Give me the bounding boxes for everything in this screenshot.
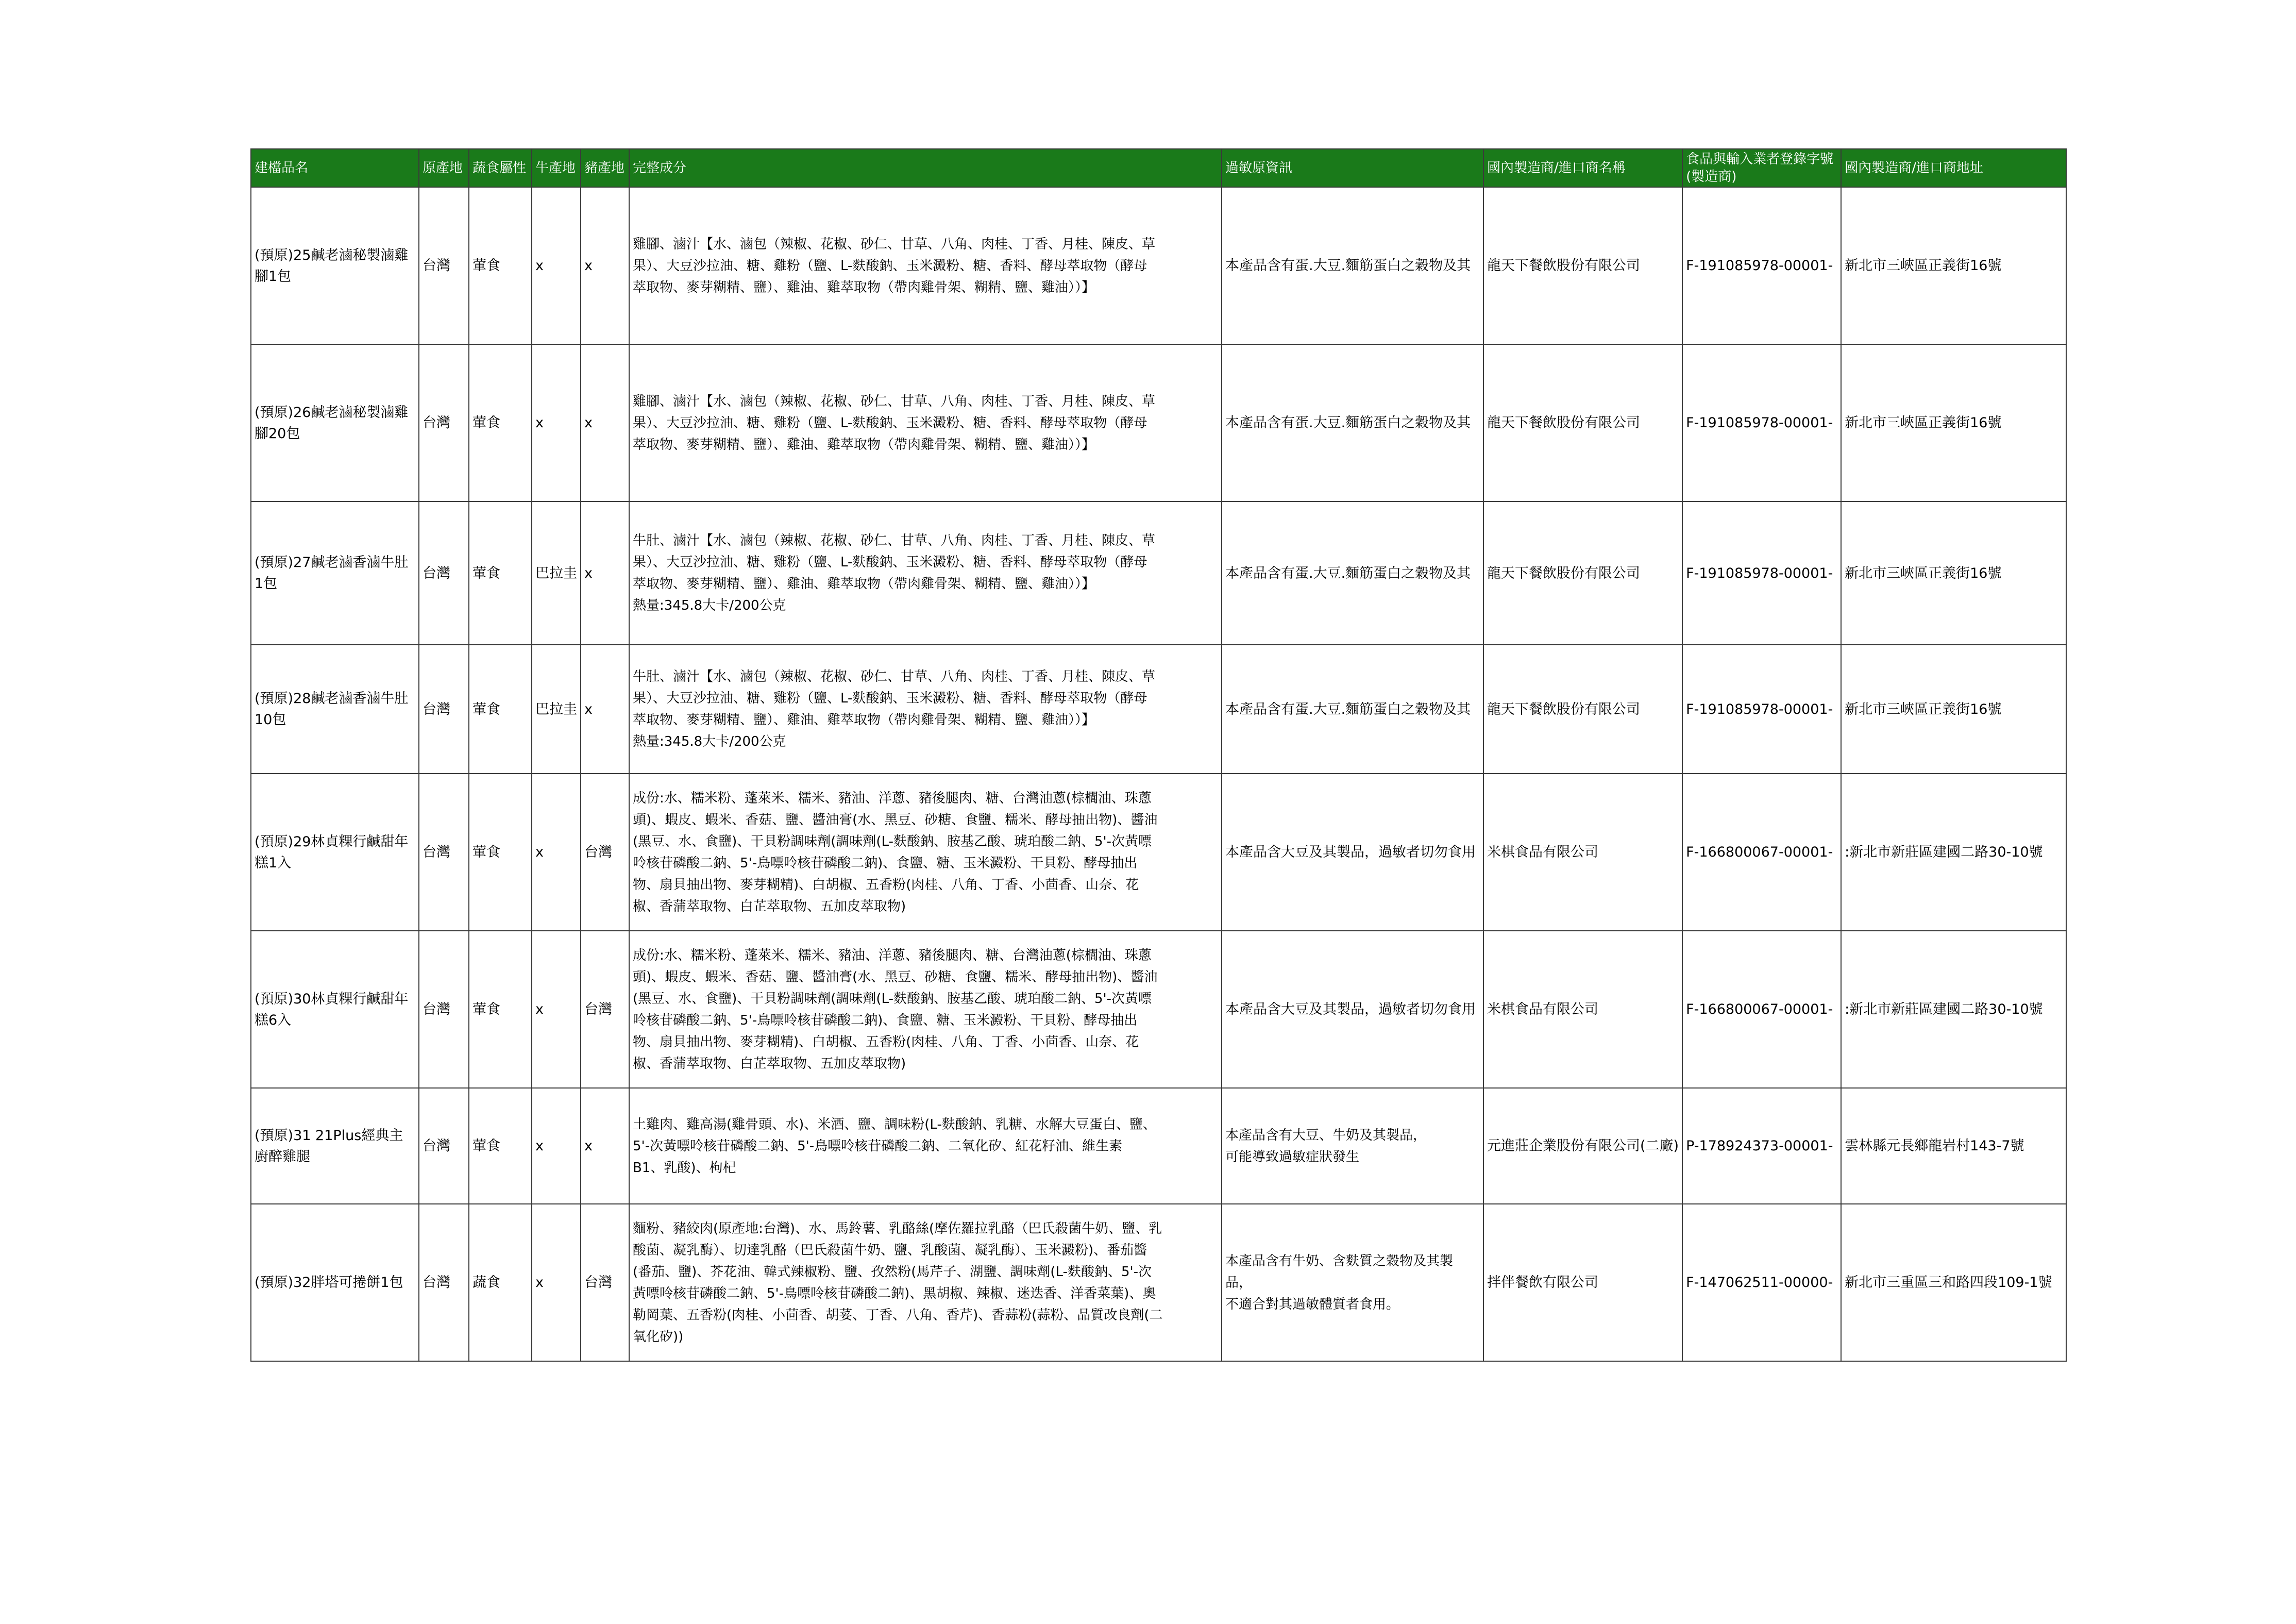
maker-address: 雲林縣元長鄉龍岩村143-7號 — [1841, 1088, 2066, 1204]
veg-type: 葷食 — [469, 931, 532, 1088]
allergen-info: 本產品含有蛋.大豆.麵筋蛋白之穀物及其 — [1222, 344, 1483, 501]
product-name: (預原)30林貞粿行鹹甜年糕6入 — [251, 931, 419, 1088]
ingredients: 牛肚、滷汁【水、滷包（辣椒、花椒、砂仁、甘草、八角、肉桂、丁香、月桂、陳皮、草 果）、大豆沙拉油、糖、雞粉（鹽、L-麩酸鈉、玉米澱粉、糖、香料、酵母萃取物（酵母 萃取物、麥芽糊精、鹽）、雞油、雞萃取物（帶肉雞骨架、糊精、鹽、雞油））】 熱量:345.8大卡/200公克 — [629, 501, 1222, 645]
pork-origin: 台灣 — [581, 931, 629, 1088]
maker-address: :新北市新莊區建國二路30-10號 — [1841, 774, 2066, 931]
beef-origin: x — [532, 344, 581, 501]
header-row — [251, 149, 2066, 187]
registration-number: P-178924373-00001- — [1682, 1088, 1841, 1204]
header-registration: 食品與輸入業者登錄字號(製造商) — [1682, 149, 1841, 187]
table-row — [251, 344, 2066, 501]
maker-address: 新北市三峽區正義街16號 — [1841, 501, 2066, 645]
pork-origin: x — [581, 501, 629, 645]
table-row — [251, 931, 2066, 1088]
beef-origin: x — [532, 1204, 581, 1361]
ingredients: 雞腳、滷汁【水、滷包（辣椒、花椒、砂仁、甘草、八角、肉桂、丁香、月桂、陳皮、草 果）、大豆沙拉油、糖、雞粉（鹽、L-麩酸鈉、玉米澱粉、糖、香料、酵母萃取物（酵母 萃取物、麥芽糊精、鹽）、雞油、雞萃取物（帶肉雞骨架、糊精、鹽、雞油））】 — [629, 187, 1222, 344]
origin: 台灣 — [419, 645, 469, 774]
allergen-info: 本產品含有牛奶、含麩質之穀物及其製 品， 不適合對其過敏體質者食用。 — [1222, 1204, 1483, 1361]
maker-name: 米棋食品有限公司 — [1483, 774, 1682, 931]
origin: 台灣 — [419, 187, 469, 344]
header-allergen: 過敏原資訊 — [1222, 149, 1483, 187]
origin: 台灣 — [419, 931, 469, 1088]
allergen-info: 本產品含大豆及其製品，過敏者切勿食用 — [1222, 774, 1483, 931]
registration-number: F-166800067-00001- — [1682, 774, 1841, 931]
maker-address: 新北市三峽區正義街16號 — [1841, 344, 2066, 501]
ingredients: 雞腳、滷汁【水、滷包（辣椒、花椒、砂仁、甘草、八角、肉桂、丁香、月桂、陳皮、草 果）、大豆沙拉油、糖、雞粉（鹽、L-麩酸鈉、玉米澱粉、糖、香料、酵母萃取物（酵母 萃取物、麥芽糊精、鹽）、雞油、雞萃取物（帶肉雞骨架、糊精、鹽、雞油））】 — [629, 344, 1222, 501]
registration-number: F-191085978-00001- — [1682, 187, 1841, 344]
beef-origin: x — [532, 187, 581, 344]
allergen-info: 本產品含有蛋.大豆.麵筋蛋白之穀物及其 — [1222, 187, 1483, 344]
veg-type: 葷食 — [469, 187, 532, 344]
header-ingredients: 完整成分 — [629, 149, 1222, 187]
product-name: (預原)28鹹老滷香滷牛肚10包 — [251, 645, 419, 774]
registration-number: F-191085978-00001- — [1682, 344, 1841, 501]
registration-number: F-147062511-00000- — [1682, 1204, 1841, 1361]
product-name: (預原)31 21Plus經典主廚醉雞腿 — [251, 1088, 419, 1204]
maker-name: 龍天下餐飲股份有限公司 — [1483, 645, 1682, 774]
veg-type: 葷食 — [469, 1088, 532, 1204]
pork-origin: x — [581, 187, 629, 344]
allergen-info: 本產品含大豆及其製品，過敏者切勿食用 — [1222, 931, 1483, 1088]
ingredients: 成份:水、糯米粉、蓬萊米、糯米、豬油、洋蔥、豬後腿肉、糖、台灣油蔥(棕櫚油、珠蔥 頭)、蝦皮、蝦米、香菇、鹽、醬油膏(水、黑豆、砂糖、食鹽、糯米、酵母抽出物)、醬油 (黑豆、水、食鹽)、干貝粉調味劑(調味劑(L-麩酸鈉、胺基乙酸、琥珀酸二鈉、5'-次黃嘌 呤核苷磷酸二鈉、5'-鳥嘌呤核苷磷酸二鈉)、食鹽、糖、玉米澱粉、干貝粉、酵母抽出 物、扇貝抽出物、麥芽糊精)、白胡椒、五香粉(肉桂、八角、丁香、小茴香、山奈、花 椒、香蒲萃取物、白芷萃取物、五加皮萃取物) — [629, 931, 1222, 1088]
ingredients: 成份:水、糯米粉、蓬萊米、糯米、豬油、洋蔥、豬後腿肉、糖、台灣油蔥(棕櫚油、珠蔥 頭)、蝦皮、蝦米、香菇、鹽、醬油膏(水、黑豆、砂糖、食鹽、糯米、酵母抽出物)、醬油 (黑豆、水、食鹽)、干貝粉調味劑(調味劑(L-麩酸鈉、胺基乙酸、琥珀酸二鈉、5'-次黃嘌 呤核苷磷酸二鈉、5'-鳥嘌呤核苷磷酸二鈉)、食鹽、糖、玉米澱粉、干貝粉、酵母抽出 物、扇貝抽出物、麥芽糊精)、白胡椒、五香粉(肉桂、八角、丁香、小茴香、山奈、花 椒、香蒲萃取物、白芷萃取物、五加皮萃取物) — [629, 774, 1222, 931]
header-veg-type: 蔬食屬性 — [469, 149, 532, 187]
pork-origin: x — [581, 1088, 629, 1204]
ingredients: 土雞肉、雞高湯(雞骨頭、水)、米酒、鹽、調味粉(L-麩酸鈉、乳糖、水解大豆蛋白、鹽、 5'-次黃嘌呤核苷磷酸二鈉、5'-鳥嘌呤核苷磷酸二鈉、二氧化矽、紅花籽油、維生素 B1、乳酸)、枸杞 — [629, 1088, 1222, 1204]
table-row — [251, 774, 2066, 931]
product-name: (預原)26鹹老滷秘製滷雞腳20包 — [251, 344, 419, 501]
origin: 台灣 — [419, 501, 469, 645]
veg-type: 葷食 — [469, 344, 532, 501]
origin: 台灣 — [419, 1204, 469, 1361]
product-name: (預原)32胖塔可捲餅1包 — [251, 1204, 419, 1361]
origin: 台灣 — [419, 774, 469, 931]
header-beef-origin: 牛產地 — [532, 149, 581, 187]
registration-number: F-191085978-00001- — [1682, 501, 1841, 645]
allergen-info: 本產品含有大豆、牛奶及其製品， 可能導致過敏症狀發生 — [1222, 1088, 1483, 1204]
product-name: (預原)29林貞粿行鹹甜年糕1入 — [251, 774, 419, 931]
pork-origin: x — [581, 344, 629, 501]
beef-origin: x — [532, 931, 581, 1088]
ingredients: 牛肚、滷汁【水、滷包（辣椒、花椒、砂仁、甘草、八角、肉桂、丁香、月桂、陳皮、草 果）、大豆沙拉油、糖、雞粉（鹽、L-麩酸鈉、玉米澱粉、糖、香料、酵母萃取物（酵母 萃取物、麥芽糊精、鹽）、雞油、雞萃取物（帶肉雞骨架、糊精、鹽、雞油））】 熱量:345.8大卡/200公克 — [629, 645, 1222, 774]
maker-name: 龍天下餐飲股份有限公司 — [1483, 344, 1682, 501]
maker-address: 新北市三峽區正義街16號 — [1841, 645, 2066, 774]
table-row — [251, 187, 2066, 344]
origin: 台灣 — [419, 1088, 469, 1204]
header-pork-origin: 豬產地 — [581, 149, 629, 187]
allergen-info: 本產品含有蛋.大豆.麵筋蛋白之穀物及其 — [1222, 645, 1483, 774]
header-product-name: 建檔品名 — [251, 149, 419, 187]
maker-name: 米棋食品有限公司 — [1483, 931, 1682, 1088]
maker-address: 新北市三峽區正義街16號 — [1841, 187, 2066, 344]
beef-origin: x — [532, 774, 581, 931]
veg-type: 蔬食 — [469, 1204, 532, 1361]
pork-origin: 台灣 — [581, 1204, 629, 1361]
beef-origin: x — [532, 1088, 581, 1204]
header-maker: 國內製造商/進口商名稱 — [1483, 149, 1682, 187]
table-row — [251, 645, 2066, 774]
maker-name: 拌伴餐飲有限公司 — [1483, 1204, 1682, 1361]
header-address: 國內製造商/進口商地址 — [1841, 149, 2066, 187]
table-row — [251, 501, 2066, 645]
veg-type: 葷食 — [469, 774, 532, 931]
table-row — [251, 1088, 2066, 1204]
maker-name: 龍天下餐飲股份有限公司 — [1483, 187, 1682, 344]
beef-origin: 巴拉圭 — [532, 645, 581, 774]
origin: 台灣 — [419, 344, 469, 501]
maker-address: :新北市新莊區建國二路30-10號 — [1841, 931, 2066, 1088]
beef-origin: 巴拉圭 — [532, 501, 581, 645]
ingredients: 麵粉、豬絞肉(原產地:台灣)、水、馬鈴薯、乳酪絲(摩佐羅拉乳酪（巴氏殺菌牛奶、鹽、乳 酸菌、凝乳酶）、切達乳酪（巴氏殺菌牛奶、鹽、乳酸菌、凝乳酶）、玉米澱粉)、番茄醬 (番茄、鹽)、芥花油、韓式辣椒粉、鹽、孜然粉(馬芹子、湖鹽、調味劑(L-麩酸鈉、5'-次 黃嘌呤核苷磷酸二鈉、5'-鳥嘌呤核苷磷酸二鈉)、黑胡椒、辣椒、迷迭香、洋香菜葉)、奧 勒岡葉、五香粉(肉桂、小茴香、胡荽、丁香、八角、香芹)、香蒜粉(蒜粉、品質改良劑(二 氧化矽)) — [629, 1204, 1222, 1361]
product-name: (預原)27鹹老滷香滷牛肚1包 — [251, 501, 419, 645]
table-row — [251, 1204, 2066, 1361]
header-origin: 原產地 — [419, 149, 469, 187]
allergen-info: 本產品含有蛋.大豆.麵筋蛋白之穀物及其 — [1222, 501, 1483, 645]
pork-origin: 台灣 — [581, 774, 629, 931]
maker-name: 元進莊企業股份有限公司(二廠) — [1483, 1088, 1682, 1204]
veg-type: 葷食 — [469, 645, 532, 774]
pork-origin: x — [581, 645, 629, 774]
veg-type: 葷食 — [469, 501, 532, 645]
registration-number: F-166800067-00001- — [1682, 931, 1841, 1088]
product-name: (預原)25鹹老滷秘製滷雞腳1包 — [251, 187, 419, 344]
registration-number: F-191085978-00001- — [1682, 645, 1841, 774]
maker-address: 新北市三重區三和路四段109-1號 — [1841, 1204, 2066, 1361]
maker-name: 龍天下餐飲股份有限公司 — [1483, 501, 1682, 645]
product-table — [250, 148, 2067, 1362]
